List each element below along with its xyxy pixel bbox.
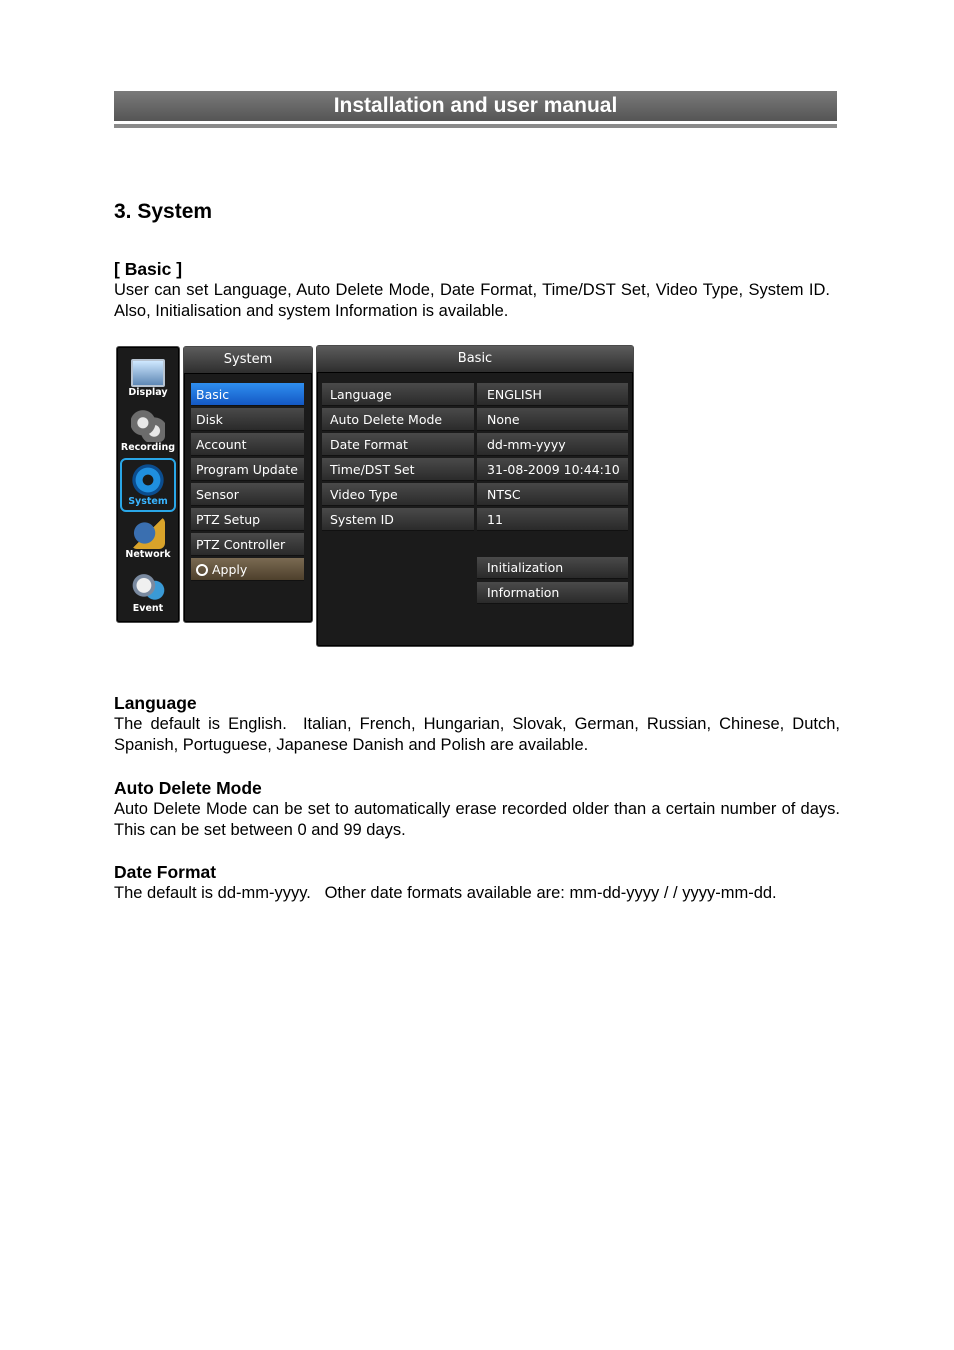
menu-item-account[interactable]: Account <box>191 433 304 456</box>
auto-delete-section <box>114 778 840 840</box>
setting-value[interactable]: ENGLISH <box>477 383 628 406</box>
setting-row-video-type[interactable] <box>322 483 628 506</box>
language-body: The default is English. Italian, French, Hungarian, Slovak, German, Russian, Chinese, Dutch, Spanish, Portuguese, Japanese Danish and Polish are available. <box>114 715 840 754</box>
menu-item-program-update[interactable]: Program Update <box>191 458 304 481</box>
setting-row-date-format[interactable] <box>322 433 628 456</box>
gear-icon <box>131 464 165 496</box>
basic-detail-title: Basic <box>317 346 633 373</box>
nav-display-label: Display <box>128 387 168 398</box>
nav-network[interactable] <box>120 513 176 565</box>
nav-network-label: Network <box>125 549 171 560</box>
initialization-button[interactable]: Initialization <box>477 557 628 579</box>
basic-heading: [ Basic ] <box>114 259 183 279</box>
setting-label: Auto Delete Mode <box>322 408 474 431</box>
setting-row-language[interactable] <box>322 383 628 406</box>
apply-button[interactable] <box>191 558 304 581</box>
setting-value[interactable]: 31-08-2009 10:44:10 <box>477 458 628 481</box>
setting-row-system-id[interactable] <box>322 508 628 531</box>
language-section <box>114 693 840 755</box>
apply-label: Apply <box>212 562 248 577</box>
setting-row-auto-delete[interactable] <box>322 408 628 431</box>
section-title: 3. System <box>114 200 213 223</box>
nav-recording-label: Recording <box>120 442 176 453</box>
date-format-section <box>114 862 840 904</box>
menu-item-ptz-setup[interactable]: PTZ Setup <box>191 508 304 531</box>
setting-value[interactable]: NTSC <box>477 483 628 506</box>
menu-item-sensor[interactable]: Sensor <box>191 483 304 506</box>
information-button[interactable]: Information <box>477 582 628 604</box>
setting-label: Date Format <box>322 433 474 456</box>
nav-recording[interactable] <box>120 406 176 458</box>
menu-item-ptz-controller[interactable]: PTZ Controller <box>191 533 304 556</box>
setting-value[interactable]: dd-mm-yyyy <box>477 433 628 456</box>
menu-item-basic[interactable]: Basic <box>191 383 304 406</box>
nav-system-label: System <box>128 496 168 507</box>
auto-delete-body: Auto Delete Mode can be set to automatically erase recorded older than a certain number of days. This can be set between 0 and 99 days. <box>114 800 840 839</box>
date-format-body: The default is dd-mm-yyyy. Other date formats available are: mm-dd-yyyy / / yyyy-mm-dd. <box>114 884 777 902</box>
language-heading: Language <box>114 693 197 713</box>
basic-section <box>114 259 840 321</box>
setting-label: Language <box>322 383 474 406</box>
setting-label: Time/DST Set <box>322 458 474 481</box>
setting-label: Video Type <box>322 483 474 506</box>
alarm-clock-icon <box>131 571 165 603</box>
system-menu-panel <box>183 346 313 623</box>
basic-detail-panel <box>316 345 634 647</box>
setting-value[interactable]: 11 <box>477 508 628 531</box>
apply-icon <box>196 564 208 576</box>
film-reel-icon <box>131 410 165 442</box>
nav-system[interactable] <box>120 458 176 512</box>
basic-body: User can set Language, Auto Delete Mode, Date Format, Time/DST Set, Video Type, System ID. Also, Initialisation and system Information is available. <box>114 281 840 320</box>
nav-icon-column <box>116 346 180 623</box>
nav-display[interactable] <box>120 353 176 405</box>
nav-event-label: Event <box>132 603 164 614</box>
setting-label: System ID <box>322 508 474 531</box>
date-format-heading: Date Format <box>114 862 217 882</box>
header-rule <box>114 124 837 128</box>
dvr-system-menu <box>116 345 634 647</box>
system-menu-title: System <box>184 347 312 374</box>
setting-row-time-dst[interactable] <box>322 458 628 481</box>
setting-value[interactable]: None <box>477 408 628 431</box>
monitor-icon <box>131 359 165 387</box>
auto-delete-heading: Auto Delete Mode <box>114 778 262 798</box>
header-title: Installation and user manual <box>114 91 837 121</box>
nav-event[interactable] <box>120 567 176 619</box>
menu-item-disk[interactable]: Disk <box>191 408 304 431</box>
network-globe-icon <box>131 517 165 549</box>
